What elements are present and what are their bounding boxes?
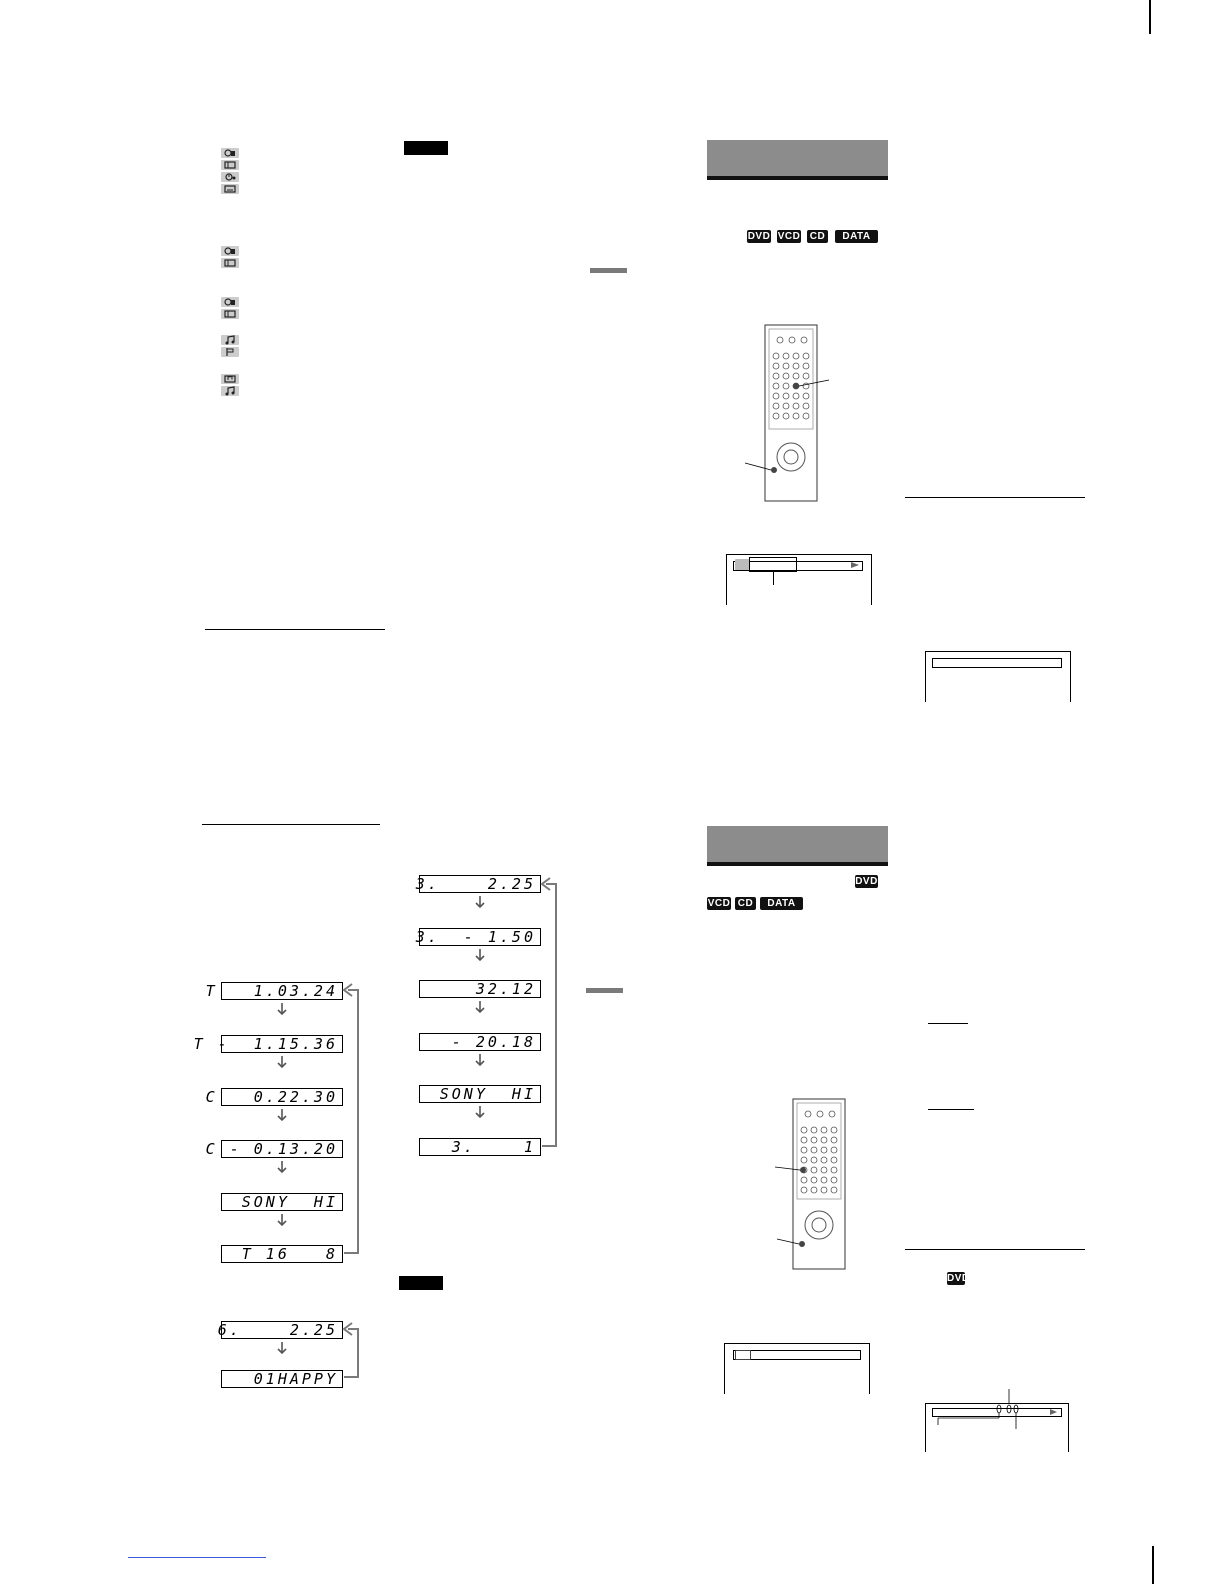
play-indicator — [1050, 1409, 1057, 1415]
down-arrow-icon — [276, 1055, 288, 1069]
down-arrow-icon — [474, 948, 486, 962]
time-icon — [221, 172, 239, 182]
section-rule — [905, 1249, 1085, 1250]
lcd-display-text: 3. - 1.50 — [415, 928, 536, 946]
lcd-display — [221, 1245, 343, 1263]
disc-badge-dvd: DVD — [855, 876, 878, 887]
disc-badge-dvd: DVD — [747, 231, 771, 242]
music-note-icon — [221, 386, 239, 396]
lcd-display-text: 32.12 — [475, 980, 536, 998]
lcd-display-text: SONY HI — [439, 1085, 536, 1103]
lcd-display — [221, 1193, 343, 1211]
lcd-display-text: C 0.22.30 — [205, 1088, 338, 1106]
section-rule — [202, 824, 380, 825]
note-label-top — [404, 141, 448, 155]
remote-control-illustration — [745, 323, 835, 503]
lcd-display-text: T 1.03.24 — [205, 982, 338, 1000]
crop-mark-top — [1149, 0, 1151, 34]
lcd-display — [217, 1321, 343, 1339]
lcd-display-text: T 16 8 — [241, 1245, 338, 1263]
continued-marker — [586, 988, 623, 993]
down-arrow-icon — [474, 1053, 486, 1067]
footer-link-line — [128, 1557, 266, 1558]
folder-icon — [221, 374, 239, 384]
disc-badge-cd: CD — [735, 897, 756, 910]
pointer-line — [773, 571, 774, 585]
disc-badge-vcd: VCD — [707, 898, 731, 909]
music-note-icon — [221, 335, 239, 345]
lcd-display-text: SONY HI — [241, 1193, 338, 1211]
lcd-display — [205, 1088, 343, 1106]
lcd-display — [419, 1138, 541, 1156]
osd-screen-title — [726, 554, 872, 605]
lcd-display-text: T - 1.15.36 — [193, 1035, 338, 1053]
dvd-title-icon — [735, 559, 749, 570]
section-rule — [905, 497, 1085, 498]
down-arrow-icon — [276, 1160, 288, 1174]
dvd-title-icon — [221, 246, 239, 256]
section-banner-top — [707, 140, 888, 180]
lcd-display — [419, 1085, 541, 1103]
remote-control-illustration — [775, 1097, 865, 1272]
sub-rule — [928, 1023, 968, 1024]
down-arrow-icon — [276, 1213, 288, 1227]
down-arrow-icon — [276, 1108, 288, 1122]
lcd-display — [419, 980, 541, 998]
lcd-display — [419, 1033, 541, 1051]
down-arrow-icon — [474, 895, 486, 909]
dvd-chapter-icon — [221, 160, 239, 170]
lcd-display — [205, 982, 343, 1000]
down-arrow-icon — [474, 1105, 486, 1119]
down-arrow-icon — [276, 1341, 288, 1355]
lcd-display-text: 6. 2.25 — [217, 1321, 338, 1339]
osd-callout-lines — [930, 1385, 1030, 1435]
lcd-display — [193, 1035, 343, 1053]
cd-icon — [735, 1350, 751, 1360]
down-arrow-icon — [474, 1000, 486, 1014]
lcd-display — [221, 1370, 343, 1388]
continued-marker — [590, 268, 627, 273]
dvd-title-icon — [221, 148, 239, 158]
play-indicator — [851, 562, 859, 568]
disc-badge-data-cd: DATA CD — [760, 897, 803, 910]
section-banner-middle — [707, 826, 888, 866]
lcd-display-text: - 20.18 — [451, 1033, 536, 1051]
lcd-display — [415, 875, 541, 893]
loop-connector-data-cd — [340, 1320, 370, 1384]
lcd-display — [205, 1140, 343, 1158]
disc-badge-data-cd: DATA CD — [835, 230, 878, 243]
disc-badge-dvd: DVD — [947, 1273, 970, 1284]
lcd-display — [415, 928, 541, 946]
subtitle-icon — [221, 184, 239, 194]
note-label-bottom — [399, 1276, 443, 1290]
lcd-display-text: 3. 1 — [451, 1138, 536, 1156]
loop-connector-cd — [538, 874, 568, 1154]
section-rule — [205, 629, 385, 630]
lcd-display-text: 3. 2.25 — [415, 875, 536, 893]
osd-screen-audio — [724, 1343, 870, 1394]
sub-rule — [928, 1109, 974, 1110]
disc-badge-cd: CD — [807, 230, 828, 243]
lcd-display-text: 01HAPPY — [253, 1370, 338, 1388]
lcd-display-text: C - 0.13.20 — [205, 1140, 338, 1158]
loop-connector-dvd — [340, 980, 370, 1260]
disc-badge-vcd: VCD — [777, 231, 801, 242]
down-arrow-icon — [276, 1002, 288, 1016]
highlight-box — [749, 557, 797, 572]
dvd-chapter-icon — [221, 258, 239, 268]
dvd-chapter-icon — [221, 309, 239, 319]
osd-screen-search — [925, 651, 1071, 702]
flag-icon — [221, 347, 239, 357]
crop-mark-bottom — [1152, 1546, 1154, 1584]
dvd-title-icon — [221, 297, 239, 307]
